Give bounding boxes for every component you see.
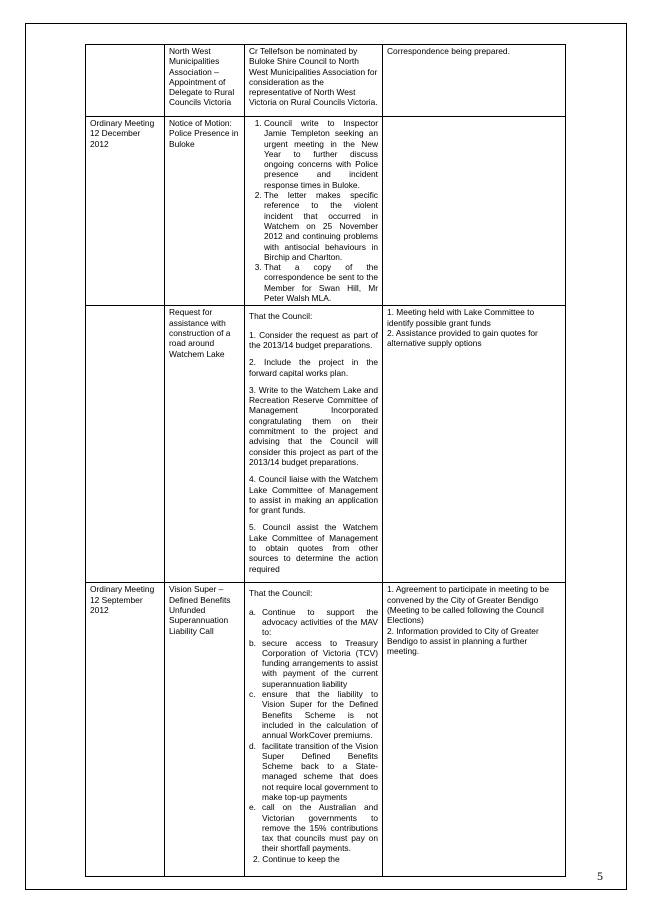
item-text: secure access to Treasury Corporation of Victoria (TCV) funding arrangements to assist with payment of the current superannuation liability xyxy=(262,637,378,689)
item-marker: a. xyxy=(249,606,256,617)
resolution-paragraph: 2. Include the project in the forward capital works plan. xyxy=(249,357,378,378)
resolution-item xyxy=(249,606,378,638)
table-row xyxy=(86,583,566,877)
resolution-cell xyxy=(245,45,383,117)
item-text: ensure that the liability to Vision Super for the Defined Benefits Scheme is not included in the calculation of annual WorkCover premiums. xyxy=(262,689,378,741)
resolution-intro: That the Council: xyxy=(249,311,313,322)
meeting-cell xyxy=(86,306,165,583)
table-row xyxy=(86,306,566,583)
resolution-paragraph: 1. Consider the request as part of the 2013/14 budget preparations. xyxy=(249,329,378,350)
resolution-cell xyxy=(245,306,383,583)
resolution-tail: 2. Continue to keep the xyxy=(253,853,340,864)
action-cell xyxy=(383,117,566,306)
item-text: Continue to support the advocacy activities of the MAV to: xyxy=(262,606,378,638)
table-row xyxy=(86,117,566,306)
item-marker: b. xyxy=(249,637,256,648)
resolution-item xyxy=(249,740,378,803)
resolution-list xyxy=(249,118,378,303)
action-line: 1. Agreement to participate in meeting to be convened by the City of Greater Bendigo (Meeting to be called following the Council Elections) xyxy=(387,584,550,626)
resolution-paragraph: 5. Council assist the Watchem Lake Committee of Management to obtain quotes from other sources to determine the action required xyxy=(249,522,378,574)
subject-cell: Notice of Motion: Police Presence in Buloke xyxy=(165,117,245,306)
meeting-cell xyxy=(86,45,165,117)
item-marker: c. xyxy=(249,689,256,700)
resolution-item xyxy=(249,637,378,689)
action-cell xyxy=(383,583,566,877)
meeting-cell: Ordinary Meeting 12 December 2012 xyxy=(86,117,165,306)
page-number: 5 xyxy=(597,869,603,883)
action-table xyxy=(85,44,566,877)
resolution-item xyxy=(249,802,378,854)
table-row xyxy=(86,45,566,117)
meeting-cell: Ordinary Meeting 12 September 2012 xyxy=(86,583,165,877)
resolution-text: Cr Tellefson be nominated by Buloke Shire Council to North West Municipalities Association for consideration as the representative of North West Victoria on Rural Councils Victoria. xyxy=(249,46,378,108)
resolution-item: 3. That a copy of the correspondence be sent to the Member for Swan Hill, Mr Peter Walsh MLA. xyxy=(264,262,378,303)
action-cell xyxy=(383,306,566,583)
action-cell xyxy=(383,45,566,117)
item-marker: d. xyxy=(249,740,256,751)
item-text: call on the Australian and Victorian governments to remove the 15% contributions tax that councils must pay on their shortfall payments. xyxy=(262,802,378,854)
resolution-item: 1. Council write to Inspector Jamie Templeton seeking an urgent meeting in the New Year to further discuss ongoing concerns with Police presence and incident response times in Buloke. xyxy=(264,118,378,190)
resolution-intro: That the Council: xyxy=(249,588,313,599)
action-line: 1. Meeting held with Lake Committee to identify possible grant funds xyxy=(387,307,535,328)
resolution-item: 2. The letter makes specific reference to the violent incident that occurred in Watchem on 25 November 2012 and continuing problems with antisocial behaviours in Birchip and Charlton. xyxy=(264,190,378,262)
resolution-paragraph: 3. Write to the Watchem Lake and Recreation Reserve Committee of Management Incorporated congratulating them on their commitment to the project and advising that the Council will consider this project as part of the 2013/14 budget preparations. xyxy=(249,384,378,467)
subject-cell: Vision Super – Defined Benefits Unfunded Superannuation Liability Call xyxy=(165,583,245,877)
resolution-cell xyxy=(245,117,383,306)
action-line: 2. Assistance provided to gain quotes for alternative supply options xyxy=(387,327,538,349)
action-line: Correspondence being prepared. xyxy=(387,46,510,56)
resolution-item xyxy=(249,689,378,741)
resolution-cell xyxy=(245,583,383,877)
item-marker: e. xyxy=(249,802,256,813)
action-line: 2. Information provided to City of Greater Bendigo to assist in planning a further meeting. xyxy=(387,625,539,657)
resolution-paragraph: 4. Council liaise with the Watchem Lake Committee of Management to assist in making an application for grant funds. xyxy=(249,474,378,516)
subject-cell: North West Municipalities Association – Appointment of Delegate to Rural Councils Victoria xyxy=(165,45,245,117)
subject-cell: Request for assistance with construction of a road around Watchem Lake xyxy=(165,306,245,583)
item-text: facilitate transition of the Vision Super Defined Benefits Scheme back to a State-managed scheme that does not require local government to make top-up payments xyxy=(262,740,378,802)
resolution-list xyxy=(249,607,378,854)
